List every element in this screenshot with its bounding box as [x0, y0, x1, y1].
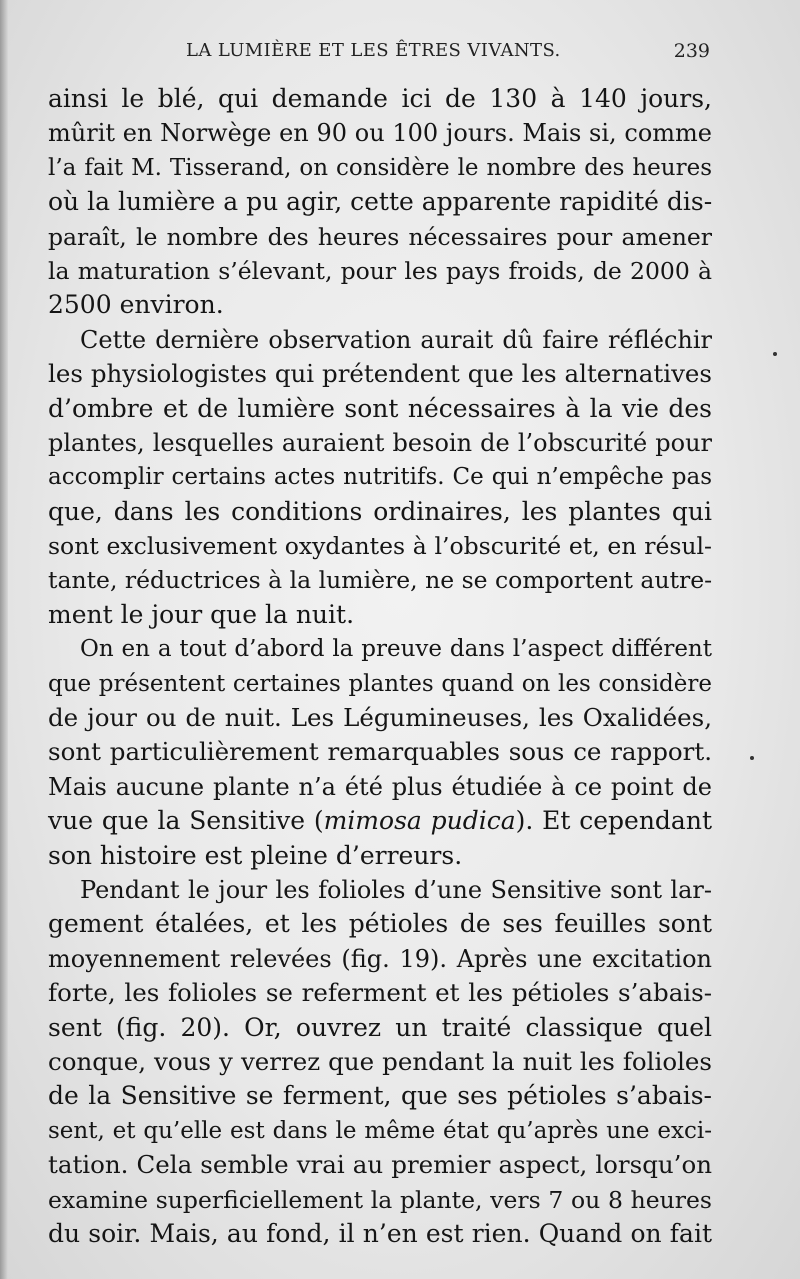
text-line: paraît, le nombre des heures nécessaires pour amener	[48, 222, 712, 251]
ink-speck	[750, 756, 754, 760]
page-number: 239	[673, 40, 710, 62]
text-line: Mais aucune plante n’a été plus étudiée à ce point de	[48, 772, 712, 801]
text-line: On en a tout d’abord la preuve dans l’aspect différent	[80, 636, 712, 663]
text-segment: vue que la Sensitive (	[48, 806, 324, 836]
text-line: sent (fig. 20). Or, ouvrez un traité classique quel	[48, 1012, 712, 1042]
text-line: les physiologistes qui prétendent que les alternatives	[48, 359, 712, 389]
page-edge-shadow	[0, 0, 8, 1279]
text-line: moyennement relevées (fig. 19). Après une excitation	[48, 944, 712, 973]
text-line: l’a fait M. Tisserand, on considère le nombre des heures	[48, 154, 712, 181]
text-line: mûrit en Norwège en 90 ou 100 jours. Mais si, comme	[48, 119, 712, 148]
ink-speck	[773, 352, 777, 356]
text-segment: ). Et cependant	[515, 806, 712, 836]
text-line: accomplir certains actes nutritifs. Ce qui n’empêche pas	[48, 464, 712, 491]
text-line: de jour ou de nuit. Les Légumineuses, les Oxalidées,	[48, 703, 712, 733]
text-line: sont exclusivement oxydantes à l’obscurité et, en résul-	[48, 532, 712, 561]
text-line: ainsi le blé, qui demande ici de 130 à 140 jours,	[48, 84, 712, 113]
text-line: que présentent certaines plantes quand on les considère	[48, 670, 712, 697]
text-line: forte, les folioles se referment et les pétioles s’abais-	[48, 978, 712, 1008]
text-line: 2500 environ.	[48, 290, 224, 320]
text-line: son histoire est pleine d’erreurs.	[48, 840, 463, 870]
running-head	[0, 36, 800, 66]
text-line: de la Sensitive se ferment, que ses pétioles s’abais-	[48, 1081, 712, 1111]
text-line: sent, et qu’elle est dans le même état qu’après une exci-	[48, 1117, 712, 1144]
text-line: tante, réductrices à la lumière, ne se comportent autre-	[48, 566, 713, 595]
text-line: plantes, lesquelles auraient besoin de l’obscurité pour	[48, 428, 712, 457]
paragraph	[48, 82, 712, 323]
text-line: Cette dernière observation aurait dû faire réfléchir	[80, 325, 712, 354]
text-line: du soir. Mais, au fond, il n’en est rien. Quand on fait	[48, 1218, 712, 1248]
text-line: tation. Cela semble vrai au premier aspect, lorsqu’on	[48, 1150, 712, 1180]
paragraph	[48, 323, 712, 633]
text-line	[48, 804, 712, 838]
body-text	[48, 82, 712, 1251]
text-line: ment le jour que la nuit.	[48, 599, 355, 629]
text-line: où la lumière a pu agir, cette apparente rapidité dis-	[48, 187, 713, 217]
paragraph	[48, 632, 712, 873]
text-line: gement étalées, et les pétioles de ses feuilles sont	[48, 909, 712, 939]
text-line: que, dans les conditions ordinaires, les plantes qui	[48, 496, 712, 526]
text-line: conque, vous y verrez que pendant la nuit les folioles	[48, 1046, 712, 1076]
italic-species-name: mimosa pudica	[323, 806, 516, 836]
running-title: LA LUMIÈRE ET LES ÊTRES VIVANTS.	[186, 40, 561, 61]
text-line: Pendant le jour les folioles d’une Sensitive sont lar-	[80, 875, 712, 904]
text-line: examine superficiellement la plante, vers 7 ou 8 heures	[48, 1185, 712, 1214]
text-line: la maturation s’élevant, pour les pays froids, de 2000 à	[48, 256, 712, 285]
text-line: sont particulièrement remarquables sous ce rapport.	[48, 737, 712, 767]
paragraph	[48, 873, 712, 1251]
text-line: d’ombre et de lumière sont nécessaires à la vie des	[48, 393, 712, 423]
